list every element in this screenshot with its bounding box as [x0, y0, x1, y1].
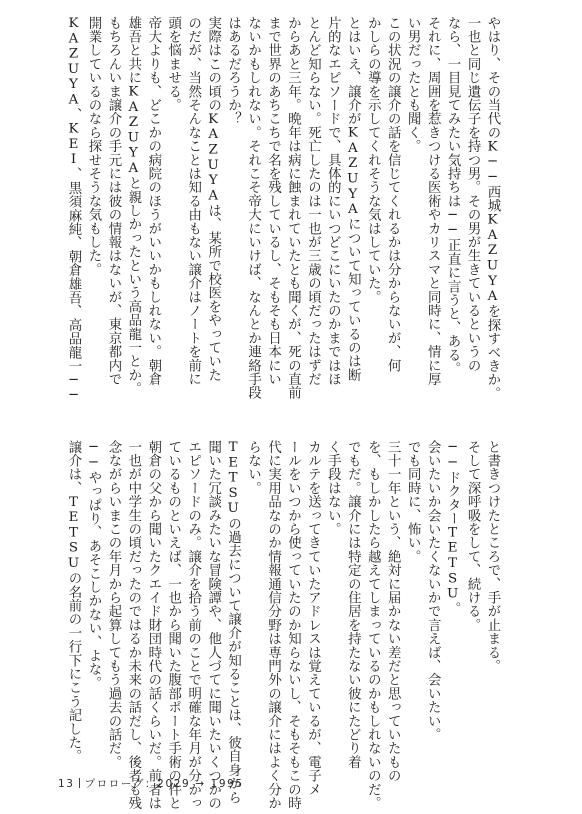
text-column: ──やっぱり、あそこしかない、よな。	[85, 440, 101, 690]
text-column: のだが、当然そんなことは知る由もない譲介はノートを前に	[185, 16, 201, 386]
text-column: とんど知らない。死亡したのは一也が三歳の頃だったはずだ	[305, 16, 321, 386]
text-column: と書きつけたところで、手が止まる。	[485, 440, 500, 673]
text-column: い男だったとも聞く。	[405, 16, 421, 153]
text-column: 開業しているのなら探せそうな気もした。	[85, 16, 101, 277]
page-number: 13	[58, 778, 75, 790]
text-column: からあと三年。晩年は病に蝕まれていたとも聞くが、死の直前	[285, 16, 301, 400]
text-column: らない。	[245, 440, 261, 495]
text-column: 帝大よりも、どこかの病院のほうがいいかもしれない。朝倉	[145, 16, 161, 386]
text-column: 三十一年という、絶対に届かない差だと思っていたもの	[385, 440, 401, 783]
text-column: を、もしかしたら越えてしまっているのかもしれないのだ。	[365, 440, 381, 810]
text-column: ているものといえば、一也から聞いた腹部ポート手術の件と	[165, 440, 181, 810]
text-column: まで世界のあちこちで名を残しているし、そもそも日本にい	[265, 16, 281, 386]
text-column: やはり、その当代のK──西城KAZUYAを探すべきか。	[485, 16, 500, 401]
text-column: なら、一目見てみたい気持ちは──正直に言うと、ある。	[445, 16, 461, 376]
text-column: 念ながらいまこの年月から起算してもう過去の話だ。	[105, 440, 121, 769]
text-column: エピソードのみ。譲介を拾う前のことで明確な年月が分かっ	[185, 440, 201, 810]
text-column: とはいえ、譲介がKAZUYAについて知っているのは断	[345, 16, 361, 382]
text-column: もちろんいま譲介の手元には彼の情報はないが、東京都内で	[105, 16, 121, 386]
text-column: く手段はない。	[325, 440, 341, 536]
text-column: 一也と同じ遺伝子を持つ男。その男が生きているというの	[465, 16, 481, 373]
chapter-title: プロローグ：2029 → 1995	[84, 778, 244, 790]
text-column: KAZUYA、KEI、黒須麻純、朝倉雄吾、高品龍一──	[65, 16, 81, 404]
text-column: 実際はこの頃のKAZUYAは、某所で校医をやっていた	[205, 16, 221, 382]
text-column: ールをいつから使っていたのか知らないし、そもそもこの時	[285, 440, 301, 810]
text-column: かしらの導を示してくれそうな気はしていた。	[365, 16, 381, 304]
text-column: 朝倉の父から聞いたクエイド財団時代の話くらいだ。前者は	[145, 440, 161, 810]
text-column: でもだ。譲介には特定の住居を持たない彼にたどり着	[345, 440, 361, 769]
footer-divider	[79, 778, 80, 788]
text-column: それに、周囲を惹きつける医術やカリスマと同時に、情に厚	[425, 16, 441, 386]
text-column: TETSUの過去について譲介が知ることは、彼自身から	[225, 440, 241, 805]
text-column: 片的なエピソードで、具体的にいつどこにいたのかまではほ	[325, 16, 341, 386]
text-column: ──ドクターTETSU。	[445, 440, 461, 616]
page-footer	[58, 776, 244, 791]
text-column: 頭を悩ませる。	[165, 16, 181, 112]
text-column: でも同時に、怖い。	[405, 440, 421, 564]
text-column: カルテを送ってきていたアドレスは覚えているが、電子メ	[305, 440, 321, 797]
text-column: 会いたいか会いたくないかで言えば、会いたい。	[425, 440, 441, 742]
text-column: 雄吾と共にKAZUYAと親しかったという高品龍一とか。	[125, 16, 141, 396]
text-block-upper	[65, 16, 502, 404]
text-column: 代に実用品なのか情報通信分野は専門外の譲介にはよく分か	[265, 440, 281, 810]
text-column: 譲介は、TETSUの名前の一行下にこう記した。	[65, 440, 81, 764]
text-column: 聞いた冗談みたいな冒険譚や、他人づてに聞いたいくつかの	[205, 440, 221, 810]
text-column: そして深呼吸をして、続ける。	[465, 440, 481, 632]
text-column: ないかもしれない。それこそ帝大にいけば、なんとか連絡手段	[245, 16, 261, 400]
text-column: はあるだろうか？	[225, 16, 241, 126]
text-column: この状況の譲介の話を信じてくれるかは分からないが、何	[385, 16, 401, 373]
text-column: 一也が中学生の頃だったのではるか未来の話だし、後者も残	[125, 440, 141, 810]
